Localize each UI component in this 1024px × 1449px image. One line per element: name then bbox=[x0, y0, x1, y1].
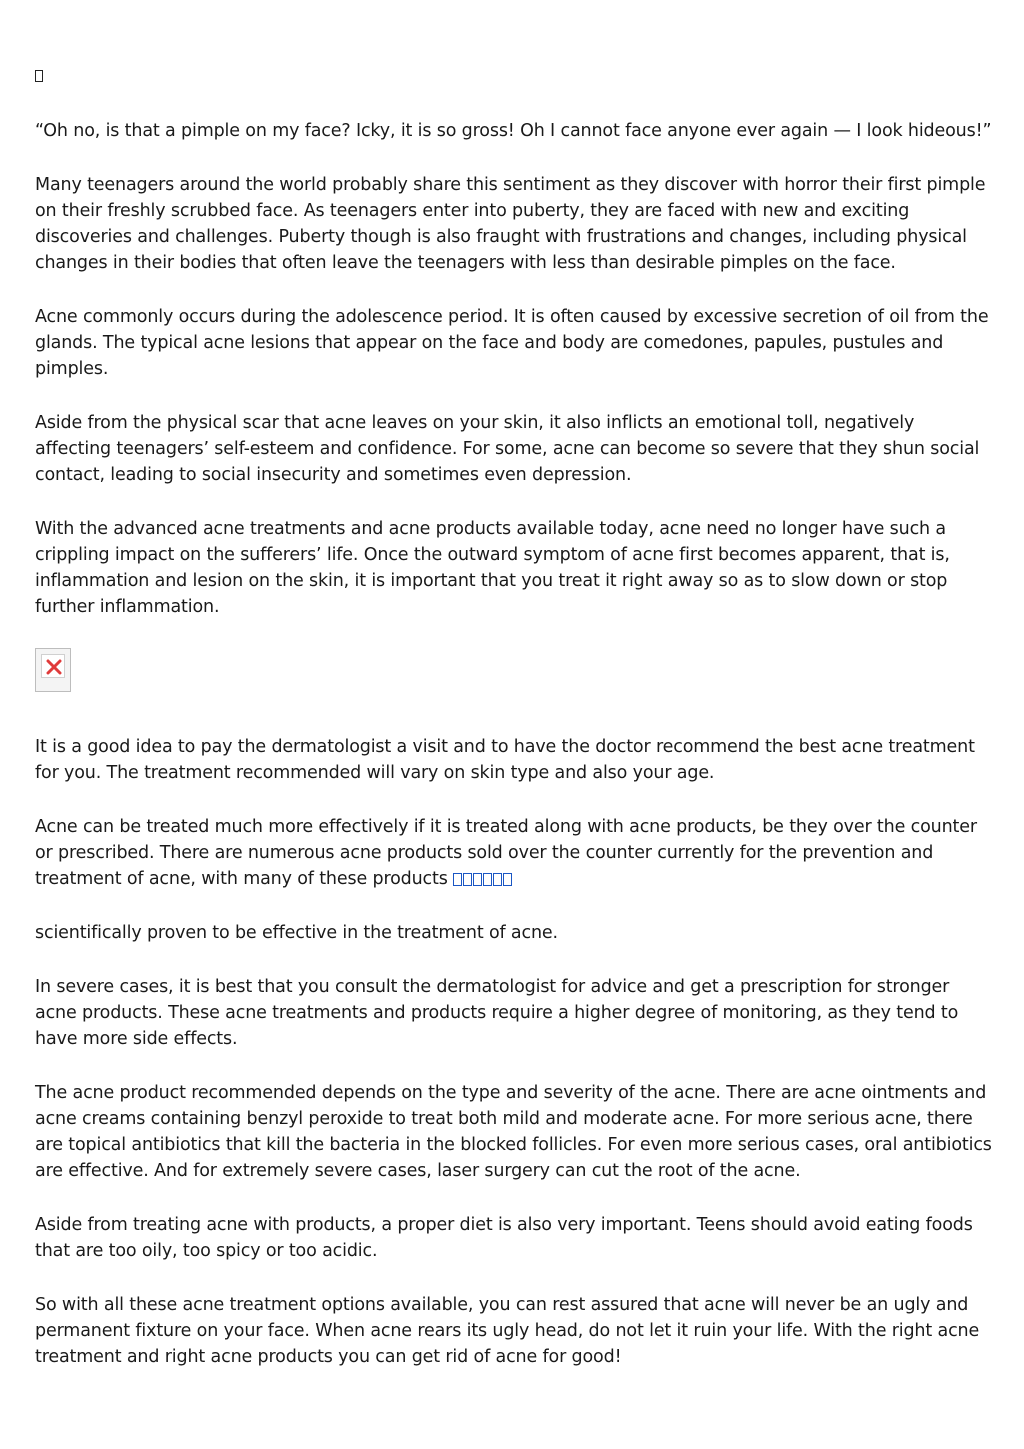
paragraph-diet: Aside from treating acne with products, a proper diet is also very important. Teens should avoid eating foods that are too oily, too spicy or too acidic. bbox=[35, 1215, 973, 1261]
paragraph-emotional-toll: Aside from the physical scar that acne leaves on your skin, it also inflicts an emotional toll, negatively affecting teenagers’ self-esteem and confidence. For some, acne can become so severe that they shun social contact, leading to social insecurity and sometimes even depression. bbox=[35, 413, 980, 485]
paragraph-conclusion: So with all these acne treatment options available, you can rest assured that acne will never be an ugly and permanent fixture on your face. When acne rears its ugly head, do not let it ruin your life. With the right acne treatment and right acne products you can get rid of acne for good! bbox=[35, 1295, 980, 1367]
paragraph-dermatologist: It is a good idea to pay the dermatologist a visit and to have the doctor recommend the best acne treatment for you. The treatment recommended will vary on skin type and also your age. bbox=[35, 737, 975, 783]
paragraph-product-types: The acne product recommended depends on the type and severity of the acne. There are acne ointments and acne creams containing benzyl peroxide to treat both mild and moderate acne. For more serious acne, there are topical antibiotics that kill the bacteria in the blocked follicles. For even more serious cases, oral antibiotics are effective. And for extremely severe cases, laser surgery can cut the root of the acne. bbox=[35, 1083, 992, 1181]
paragraph-scientifically-proven: scientifically proven to be effective in the treatment of acne. bbox=[35, 923, 558, 943]
link-glyphs-icon bbox=[453, 873, 512, 886]
broken-image-icon bbox=[35, 648, 71, 692]
opening-quote: “Oh no, is that a pimple on my face? Icky, it is so gross! Oh I cannot face anyone ever again — I look hideous!” bbox=[35, 121, 992, 141]
paragraph-severe-cases: In severe cases, it is best that you consult the dermatologist for advice and get a prescription for stronger acne products. These acne treatments and products require a higher degree of monitoring, as they tend to have more side effects. bbox=[35, 977, 959, 1049]
article bbox=[35, 64, 995, 1398]
missing-glyph-icon bbox=[35, 70, 43, 82]
paragraph-acne-causes: Acne commonly occurs during the adolescence period. It is often caused by excessive secretion of oil from the glands. The typical acne lesions that appear on the face and body are comedones, papules, pustules and pimples. bbox=[35, 307, 989, 379]
paragraph-acne-products-text: Acne can be treated much more effectively if it is treated along with acne products, be they over the counter or prescribed. There are numerous acne products sold over the counter currently for the prevention and treatment of acne, with many of these products bbox=[35, 817, 977, 889]
paragraph-treatments-today: With the advanced acne treatments and acne products available today, acne need no longer have such a crippling impact on the sufferers’ life. Once the outward symptom of acne first becomes apparent, that is, inflammation and lesion on the skin, it is important that you treat it right away so as to slow down or stop further inflammation. bbox=[35, 519, 950, 617]
inline-link[interactable] bbox=[453, 869, 512, 889]
paragraph-teenagers: Many teenagers around the world probably share this sentiment as they discover with horror their first pimple on their freshly scrubbed face. As teenagers enter into puberty, they are faced with new and exciting discoveries and challenges. Puberty though is also fraught with frustrations and changes, including physical changes in their bodies that often leave the teenagers with less than desirable pimples on the face. bbox=[35, 175, 986, 273]
paragraph-acne-products bbox=[35, 814, 995, 892]
